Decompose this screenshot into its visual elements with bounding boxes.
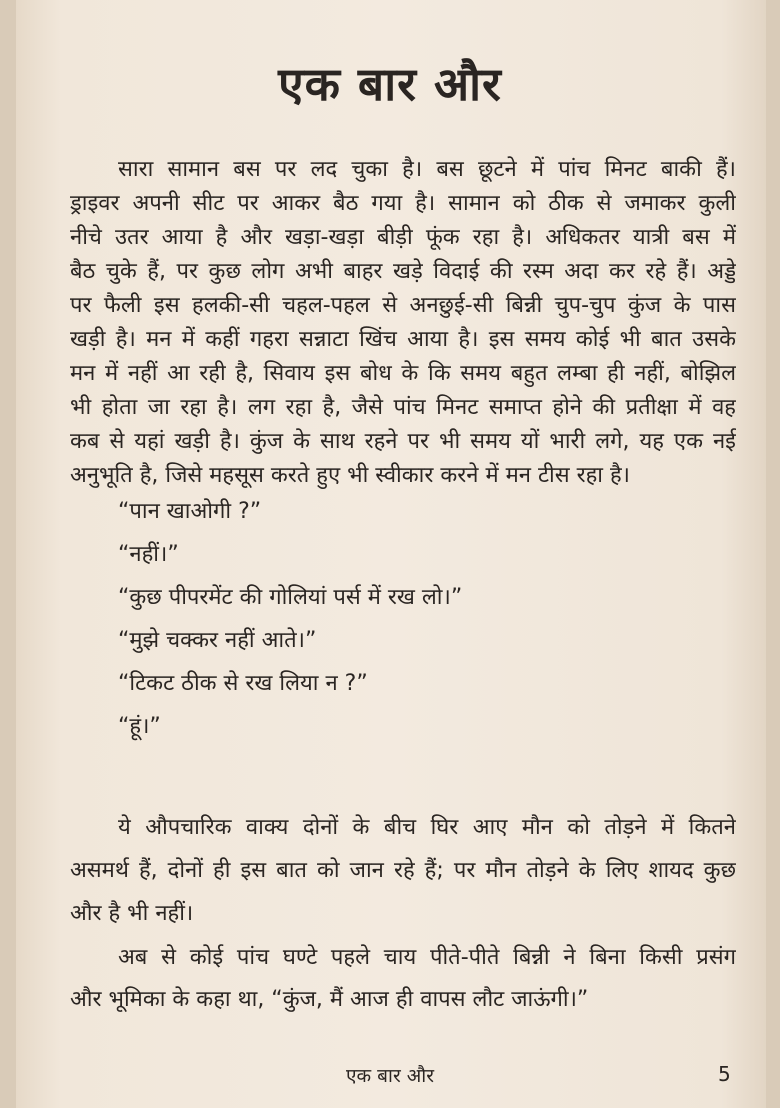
text-line: भी होता जा रहा है। लग रहा है, जैसे पांच मिनट समाप्त होने की प्रतीक्षा में वह [70,395,736,420]
text-line: बैठ चुके हैं, पर कुछ लोग अभी बाहर खड़े विदाई की रस्म अदा कर रहे हैं। अड्डे [70,259,736,284]
dialogue-line: “हूं।” [118,714,161,739]
text-line: अब से कोई पांच घण्टे पहले चाय पीते-पीते बिन्नी ने बिना किसी प्रसंग [118,945,736,970]
text-line: ये औपचारिक वाक्य दोनों के बीच घिर आए मौन को तोड़ने में कितने [118,815,736,840]
text-line: असमर्थ हैं, दोनों ही इस बात को जान रहे हैं; पर मौन तोड़ने के लिए शायद कुछ [70,858,736,883]
text-line: खड़ी है। मन में कहीं गहरा सन्नाटा खिंच आया है। इस समय कोई भी बात उसके [70,327,736,352]
chapter-title: एक बार और [278,57,502,111]
dialogue-line: “मुझे चक्कर नहीं आते।” [118,628,317,653]
text-line: और है भी नहीं। [70,901,194,926]
dialogue-line: “टिकट ठीक से रख लिया न ?” [118,671,368,696]
text-line: अनुभूति है, जिसे महसूस करते हुए भी स्वीकार करने में मन टीस रहा है। [70,463,630,488]
dialogue-line: “कुछ पीपरमेंट की गोलियां पर्स में रख लो।” [118,585,463,610]
text-line: ड्राइवर अपनी सीट पर आकर बैठ गया है। सामान को ठीक से जमाकर कुली [70,191,736,216]
running-footer-title: एक बार और [346,1065,434,1087]
text-line: नीचे उतर आया है और खड़ा-खड़ा बीड़ी फूंक रहा है। अधिकतर यात्री बस में [70,225,736,250]
text-line: कब से यहां खड़ी है। कुंज के साथ रहने पर भी समय यों भारी लगे, यह एक नई [70,429,736,454]
text-line: मन में नहीं आ रही है, सिवाय इस बोध के कि समय बहुत लम्बा ही नहीं, बोझिल [70,361,736,386]
text-line: पर फैली इस हलकी-सी चहल-पहल से अनछुई-सी बिन्नी चुप-चुप कुंज के पास [70,293,736,318]
text-line: और भूमिका के कहा था, “कुंज, मैं आज ही वापस लौट जाऊंगी।” [70,987,589,1012]
dialogue-line: “पान खाओगी ?” [118,499,262,524]
page-number: 5 [718,1062,731,1086]
dialogue-line: “नहीं।” [118,542,179,567]
text-line: सारा सामान बस पर लद चुका है। बस छूटने में पांच मिनट बाकी हैं। [118,157,736,182]
